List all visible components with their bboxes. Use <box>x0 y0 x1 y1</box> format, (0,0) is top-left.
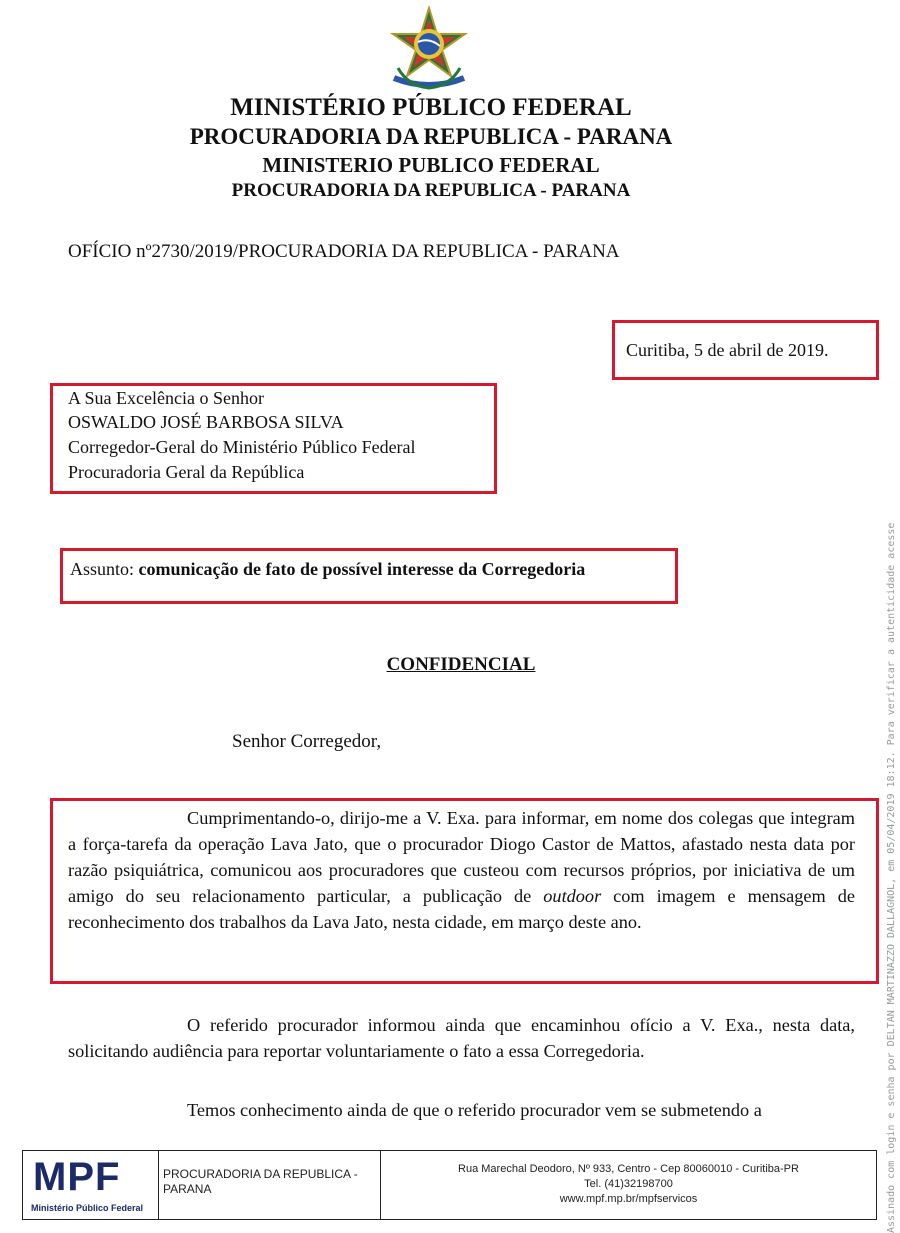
footer-website[interactable]: www.mpf.mp.br/mpfservicos <box>559 1193 698 1205</box>
oficio-number: OFÍCIO nº2730/2019/PROCURADORIA DA REPUBLICA - PARANA <box>68 241 620 262</box>
paragraph-1-text-a: Cumprimentando-o, dirijo-me a V. Exa. para informar, em nome dos colegas que integram a força-tarefa da operação Lava Jato, que o procurador Diogo Castor de Mattos, afastado nesta data por razão psiquiátrica, comunicou aos procuradores que custeou com recursos próprios, por iniciativa de um amigo do seu relacionamento particular, a publicação de <box>68 808 855 906</box>
confidential-heading: CONFIDENCIAL <box>386 654 536 675</box>
mpf-logo-subtitle: Ministério Público Federal <box>31 1203 144 1213</box>
subject-label: Assunto: <box>70 559 135 579</box>
footer-phone: Tel. (41)32198700 <box>584 1178 673 1190</box>
paragraph-1-italic: outdoor <box>543 886 602 906</box>
header-line-3: MINISTERIO PUBLICO FEDERAL <box>262 153 600 177</box>
footer-address: Rua Marechal Deodoro, Nº 933, Centro - Cep 80060010 - Curitiba-PR <box>458 1163 799 1175</box>
header-line-1: MINISTÉRIO PÚBLICO FEDERAL <box>230 94 632 121</box>
footer-unit-cell <box>159 1151 381 1219</box>
signature-verification-stamp: Assinado com login e senha por DELTAN MARTINAZZO DALLAGNOL, em 05/04/2019 18:12. Para verificar a autenticidade acesse <box>886 522 897 1233</box>
header-line-2: PROCURADORIA DA REPUBLICA - PARANA <box>189 124 673 149</box>
letter-date: Curitiba, 5 de abril de 2019. <box>626 340 829 360</box>
footer-unit-name: PROCURADORIA DA REPUBLICA - PARANA <box>163 1167 358 1196</box>
mpf-logo: MPF <box>33 1155 121 1199</box>
paragraph-3: Temos conhecimento ainda de que o referido procurador vem se submetendo a <box>187 1100 762 1120</box>
addressee-institution: Procuradoria Geral da República <box>68 462 305 482</box>
footer-logo-cell <box>23 1151 159 1219</box>
paragraph-1 <box>68 805 855 935</box>
footer-contact-cell <box>381 1151 876 1219</box>
header-line-4: PROCURADORIA DA REPUBLICA - PARANA <box>231 180 631 201</box>
paragraph-1-text-b: com imagem e mensagem de reconhecimento dos trabalhos da Lava Jato, nesta cidade, em março deste ano. <box>68 886 855 932</box>
addressee-title: Corregedor-Geral do Ministério Público Federal <box>68 437 416 457</box>
addressee-name: OSWALDO JOSÉ BARBOSA SILVA <box>68 412 344 432</box>
page-footer <box>22 1150 877 1220</box>
brazil-coat-of-arms-icon <box>388 6 470 96</box>
subject-text: comunicação de fato de possível interesse da Corregedoria <box>138 559 586 579</box>
paragraph-2: O referido procurador informou ainda que encaminhou ofício a V. Exa., nesta data, solicitando audiência para reportar voluntariamente o fato a essa Corregedoria. <box>68 1015 855 1061</box>
subject-line <box>70 559 585 580</box>
salutation: Senhor Corregedor, <box>232 731 382 752</box>
addressee-line-1: A Sua Excelência o Senhor <box>68 388 264 408</box>
